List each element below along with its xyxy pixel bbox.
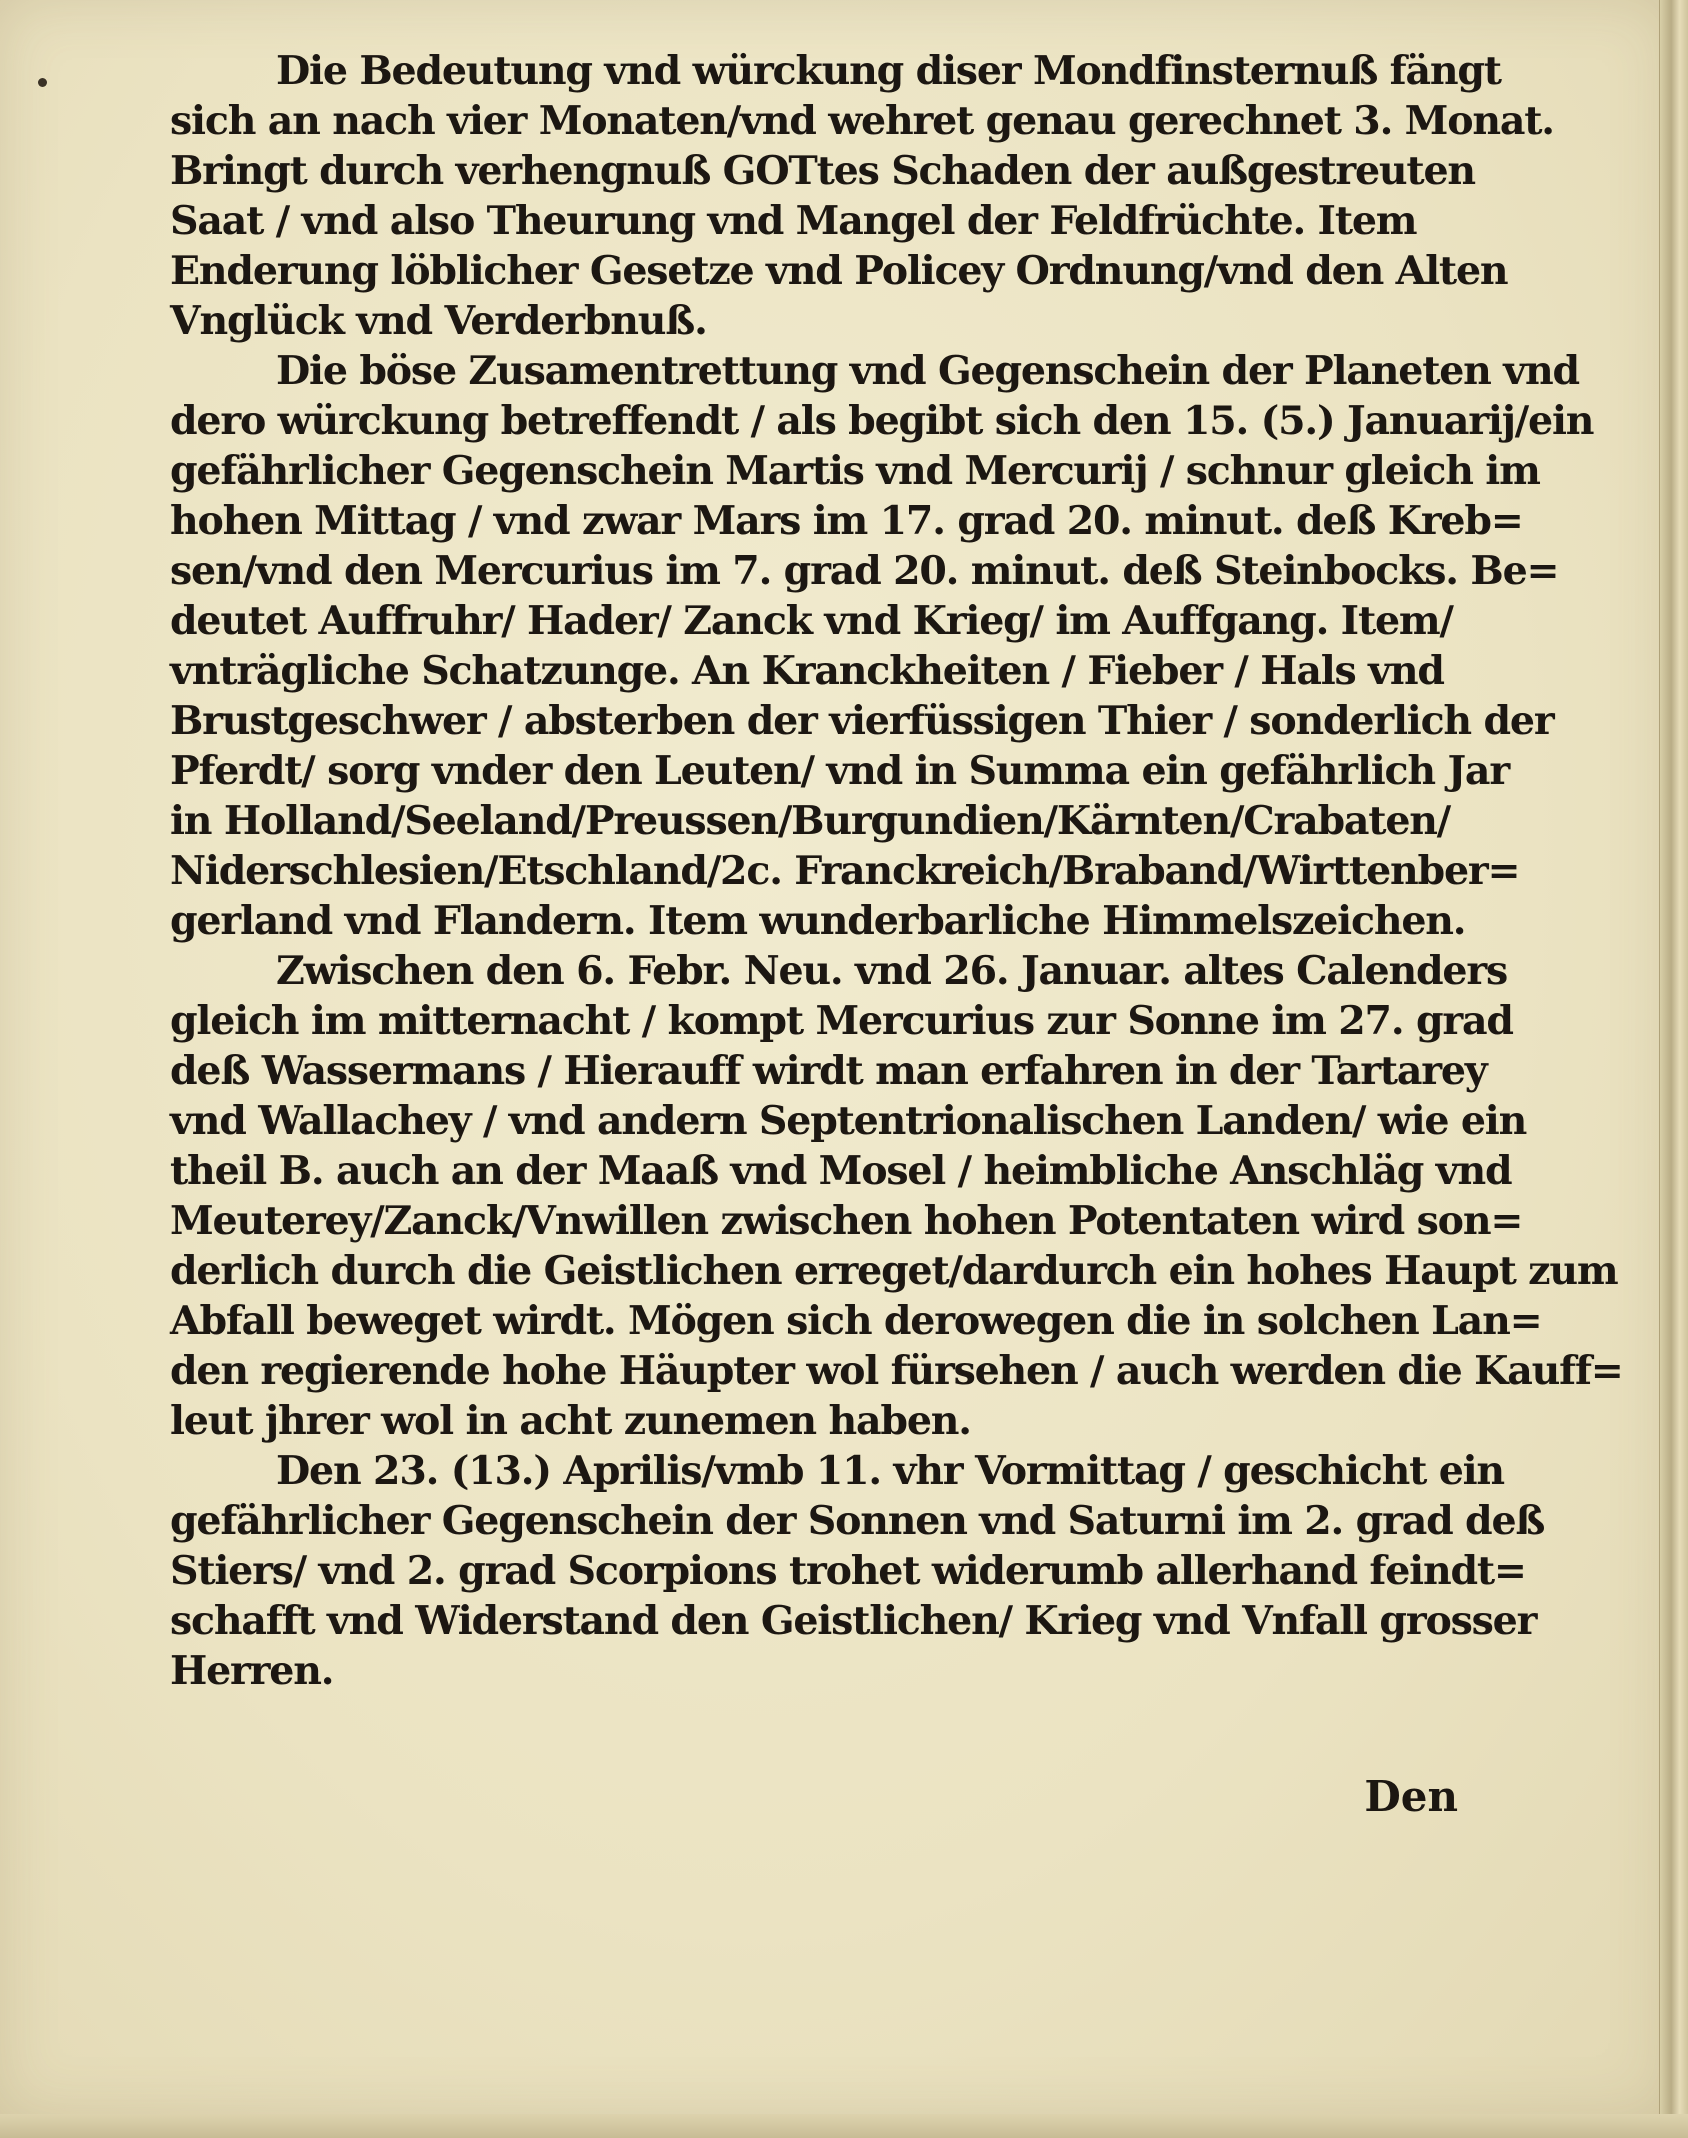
text-line: Den 23. (13.) Aprilis/vmb 11. vhr Vormittag / geschicht ein	[276, 1448, 1504, 1494]
text-line: theil B. auch an der Maaß vnd Mosel / heimbliche Anschläg vnd	[170, 1148, 1512, 1194]
text-line: derlich durch die Geistlichen erreget/dardurch ein hohes Haupt zum	[170, 1248, 1618, 1294]
text-line: gleich im mitternacht / kompt Mercurius zur Sonne im 27. grad	[170, 998, 1513, 1044]
text-line: Zwischen den 6. Febr. Neu. vnd 26. Januar. altes Calenders	[276, 948, 1508, 994]
text-line: sen/vnd den Mercurius im 7. grad 20. minut. deß Steinbocks. Be=	[170, 548, 1559, 594]
text-line: vnträgliche Schatzunge. An Kranckheiten / Fieber / Hals vnd	[170, 648, 1444, 694]
text-line: Herren.	[170, 1648, 334, 1694]
text-line: Brustgeschwer / absterben der vierfüssigen Thier / sonderlich der	[170, 698, 1554, 744]
text-line: vnd Wallachey / vnd andern Septentrionalischen Landen/ wie ein	[170, 1098, 1527, 1144]
text-line: Die böse Zusamentrettung vnd Gegenschein der Planeten vnd	[276, 348, 1579, 394]
page-edge	[1659, 0, 1688, 2138]
text-line: Bringt durch verhengnuß GOTtes Schaden der außgestreuten	[170, 148, 1475, 194]
paragraph-3	[170, 946, 1623, 1446]
text-line: Pferdt/ sorg vnder den Leuten/ vnd in Summa ein gefährlich Jar	[170, 748, 1509, 794]
text-line: in Holland/Seeland/Preussen/Burgundien/Kärnten/Crabaten/	[170, 798, 1451, 844]
page-bottom-edge	[0, 2114, 1688, 2138]
text-line: Niderschlesien/Etschland/2c. Franckreich/Braband/Wirttenber=	[170, 848, 1520, 894]
text-line: gefährlicher Gegenschein der Sonnen vnd Saturni im 2. grad deß	[170, 1498, 1545, 1544]
ink-spot	[38, 78, 47, 87]
paragraph-1	[170, 46, 1554, 346]
text-line: leut jhrer wol in acht zunemen haben.	[170, 1398, 971, 1444]
text-line: dero würckung betreffendt / als begibt sich den 15. (5.) Januarij/ein	[170, 398, 1594, 444]
text-line: Saat / vnd also Theurung vnd Mangel der Feldfrüchte. Item	[170, 198, 1417, 244]
text-line: gerland vnd Flandern. Item wunderbarliche Himmelszeichen.	[170, 898, 1466, 944]
text-line: Meuterey/Zanck/Vnwillen zwischen hohen Potentaten wird son=	[170, 1198, 1523, 1244]
paragraph-2	[170, 346, 1594, 946]
catchword: Den	[1364, 1772, 1458, 1821]
paragraph-4	[170, 1446, 1545, 1696]
text-line: Die Bedeutung vnd würckung diser Mondfinsternuß fängt	[276, 48, 1501, 94]
text-line: Stiers/ vnd 2. grad Scorpions trohet widerumb allerhand feindt=	[170, 1548, 1526, 1594]
text-line: deutet Auffruhr/ Hader/ Zanck vnd Krieg/ im Auffgang. Item/	[170, 598, 1453, 644]
text-line: den regierende hohe Häupter wol fürsehen / auch werden die Kauff=	[170, 1348, 1623, 1394]
text-line: hohen Mittag / vnd zwar Mars im 17. grad 20. minut. deß Kreb=	[170, 498, 1523, 544]
text-line: Vnglück vnd Verderbnuß.	[170, 298, 707, 344]
text-line: schafft vnd Widerstand den Geistlichen/ Krieg vnd Vnfall grosser	[170, 1598, 1537, 1644]
text-line: gefährlicher Gegenschein Martis vnd Mercurij / schnur gleich im	[170, 448, 1540, 494]
text-line: sich an nach vier Monaten/vnd wehret genau gerechnet 3. Monat.	[170, 98, 1554, 144]
text-line: deß Wassermans / Hierauff wirdt man erfahren in der Tartarey	[170, 1048, 1487, 1094]
page-text	[170, 46, 1623, 1696]
text-line: Abfall beweget wirdt. Mögen sich derowegen die in solchen Lan=	[170, 1298, 1542, 1344]
text-line: Enderung löblicher Gesetze vnd Policey Ordnung/vnd den Alten	[170, 248, 1508, 294]
